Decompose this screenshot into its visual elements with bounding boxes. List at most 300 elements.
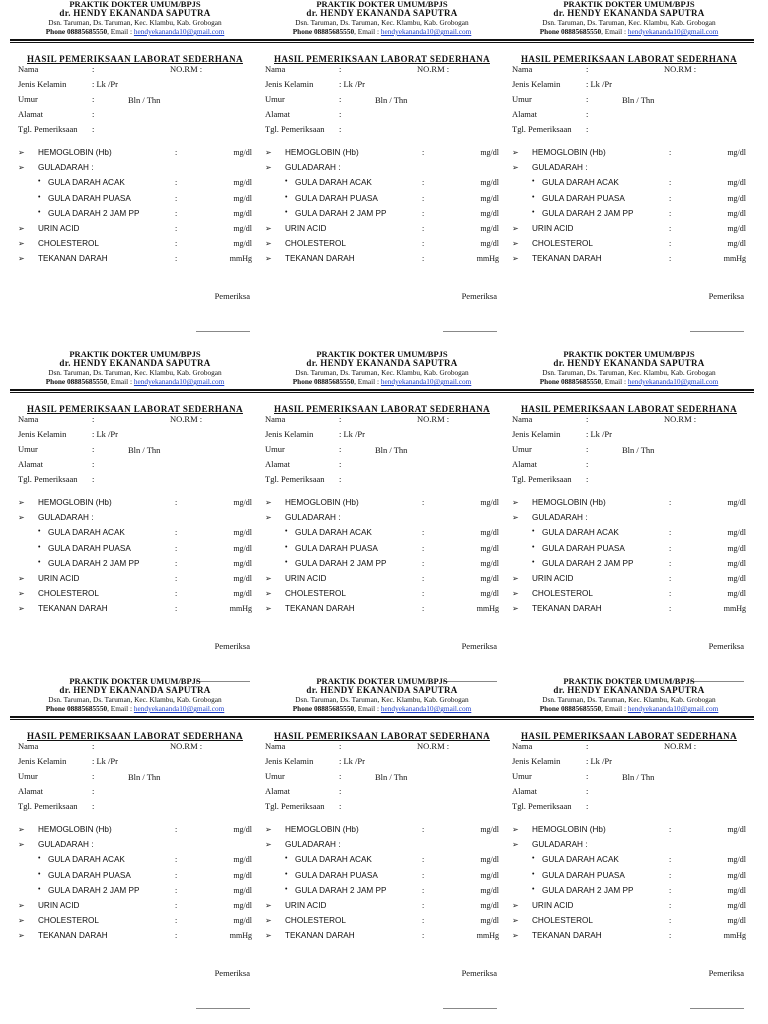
- exam-name: GULA DARAH 2 JAM PP: [48, 558, 140, 568]
- field-jenis-kelamin: [257, 429, 507, 444]
- exam-name: HEMOGLOBIN (Hb): [532, 498, 606, 507]
- field-tgl-pemeriksaan: [504, 124, 754, 139]
- field-umur: [504, 771, 754, 786]
- email-label: , Email :: [354, 704, 381, 713]
- exam-row-2: [10, 840, 260, 855]
- exam-colon: :: [175, 825, 178, 834]
- arrow-bullet-icon: ➢: [512, 148, 519, 157]
- exam-colon: :: [175, 208, 178, 218]
- exam-row-3: [10, 528, 260, 543]
- exam-unit: mg/dl: [233, 193, 252, 203]
- umur-unit: Bln / Thn: [622, 772, 655, 782]
- lab-form-card-7: [10, 677, 260, 1007]
- exam-name: HEMOGLOBIN (Hb): [285, 825, 359, 834]
- exam-row-8: [504, 254, 754, 269]
- exam-row-8: [257, 931, 507, 946]
- colon: :: [586, 109, 589, 119]
- arrow-bullet-icon: ➢: [512, 498, 519, 507]
- exam-row-4: [10, 871, 260, 886]
- practice-name: PRAKTIK DOKTER UMUM/BPJS: [69, 349, 201, 359]
- umur-label: Umur: [512, 94, 532, 104]
- exam-unit: mmHg: [229, 604, 252, 614]
- email-link[interactable]: hendyekananda10@gmail.com: [627, 704, 719, 713]
- exam-unit: mg/dl: [727, 543, 746, 553]
- practice-name: PRAKTIK DOKTER UMUM/BPJS: [316, 0, 448, 9]
- form-title: HASIL PEMERIKSAAN LABORAT SEDERHANA: [274, 54, 490, 64]
- exam-name: GULADARAH :: [285, 163, 341, 173]
- bullet-icon: •: [285, 885, 288, 893]
- email-link[interactable]: hendyekananda10@gmail.com: [380, 377, 472, 386]
- examiner-label: Pemeriksa: [214, 291, 250, 301]
- email-label: , Email :: [107, 377, 134, 386]
- exam-colon: :: [669, 148, 672, 157]
- exam-colon: :: [669, 604, 672, 614]
- field-nama: [10, 414, 260, 429]
- exam-colon: :: [175, 239, 178, 249]
- exam-name: URIN ACID: [38, 573, 80, 583]
- jenis-kelamin-value: : Lk /Pr: [586, 429, 612, 439]
- arrow-bullet-icon: ➢: [18, 498, 25, 507]
- exam-unit: mg/dl: [727, 193, 746, 203]
- exam-unit: mmHg: [723, 254, 746, 264]
- field-tgl-pemeriksaan: [504, 801, 754, 816]
- exam-name: URIN ACID: [532, 900, 574, 910]
- colon: :: [586, 741, 589, 751]
- exam-colon: :: [422, 916, 425, 926]
- exam-name: GULA DARAH 2 JAM PP: [295, 208, 387, 218]
- field-jenis-kelamin: [504, 429, 754, 444]
- exam-unit: mg/dl: [480, 543, 499, 553]
- jenis-kelamin-value: : Lk /Pr: [92, 429, 118, 439]
- exam-list: [10, 825, 260, 947]
- field-tgl-pemeriksaan: [257, 474, 507, 489]
- field-umur: [504, 444, 754, 459]
- exam-row-2: [10, 163, 260, 178]
- no-rm-label: NO.RM :: [417, 414, 450, 424]
- nama-label: Nama: [512, 414, 533, 424]
- header-divider-thick: [10, 389, 260, 391]
- exam-colon: :: [422, 870, 425, 880]
- colon: :: [586, 786, 589, 796]
- colon: :: [586, 444, 589, 454]
- phone-number: Phone 08885685550: [45, 27, 108, 36]
- exam-row-2: [504, 513, 754, 528]
- exam-row-2: [504, 163, 754, 178]
- form-title: HASIL PEMERIKSAAN LABORAT SEDERHANA: [274, 731, 490, 741]
- email-label: , Email :: [354, 377, 381, 386]
- exam-colon: :: [669, 855, 672, 865]
- arrow-bullet-icon: ➢: [18, 573, 25, 583]
- umur-label: Umur: [265, 444, 285, 454]
- exam-name: GULA DARAH ACAK: [48, 528, 125, 538]
- exam-row-5: [504, 559, 754, 574]
- exam-unit: mg/dl: [727, 589, 746, 599]
- lab-form-card-3: [504, 0, 754, 330]
- exam-colon: :: [422, 193, 425, 203]
- exam-colon: :: [175, 254, 178, 264]
- bullet-icon: •: [532, 885, 535, 893]
- exam-unit: mg/dl: [727, 855, 746, 865]
- field-tgl-pemeriksaan: [257, 801, 507, 816]
- exam-name: TEKANAN DARAH: [532, 604, 602, 614]
- exam-row-6: [10, 574, 260, 589]
- arrow-bullet-icon: ➢: [265, 900, 272, 910]
- field-nama: [10, 741, 260, 756]
- bullet-icon: •: [532, 178, 535, 186]
- exam-row-4: [504, 544, 754, 559]
- exam-name: GULADARAH :: [285, 840, 341, 850]
- bullet-icon: •: [38, 885, 41, 893]
- exam-name: CHOLESTEROL: [285, 239, 346, 249]
- exam-row-4: [504, 194, 754, 209]
- no-rm-label: NO.RM :: [664, 414, 697, 424]
- tgl-pemeriksaan-label: Tgl. Pemeriksaan: [18, 474, 78, 484]
- umur-unit: Bln / Thn: [622, 445, 655, 455]
- exam-unit: mg/dl: [727, 178, 746, 188]
- field-alamat: [10, 459, 260, 474]
- exam-colon: :: [422, 573, 425, 583]
- exam-unit: mg/dl: [233, 543, 252, 553]
- colon: :: [92, 124, 95, 134]
- lab-form-card-2: [257, 0, 507, 330]
- signature-line: [690, 1008, 744, 1009]
- contact-line: [10, 704, 260, 713]
- field-nama: [257, 414, 507, 429]
- exam-colon: :: [422, 148, 425, 157]
- exam-unit: mg/dl: [480, 885, 499, 895]
- arrow-bullet-icon: ➢: [265, 604, 272, 614]
- header-divider-thick: [504, 389, 754, 391]
- header-divider-thick: [257, 389, 507, 391]
- clinic-address: Dsn. Taruman, Ds. Taruman, Kec. Klambu, Kab. Grobogan: [295, 695, 469, 704]
- exam-name: URIN ACID: [285, 223, 327, 233]
- phone-number: Phone 08885685550: [45, 377, 108, 386]
- colon: :: [586, 64, 589, 74]
- exam-row-3: [257, 178, 507, 193]
- lab-form-card-6: [504, 350, 754, 680]
- colon: :: [586, 94, 589, 104]
- field-jenis-kelamin: [504, 756, 754, 771]
- exam-colon: :: [422, 543, 425, 553]
- clinic-address: Dsn. Taruman, Ds. Taruman, Kec. Klambu, Kab. Grobogan: [48, 368, 222, 377]
- exam-list: [504, 498, 754, 620]
- signature-line: [196, 1008, 250, 1009]
- tgl-pemeriksaan-label: Tgl. Pemeriksaan: [265, 801, 325, 811]
- jenis-kelamin-label: Jenis Kelamin: [512, 79, 561, 89]
- exam-name: GULA DARAH PUASA: [542, 193, 625, 203]
- exam-name: GULA DARAH PUASA: [48, 543, 131, 553]
- exam-colon: :: [669, 239, 672, 249]
- exam-list: [257, 498, 507, 620]
- arrow-bullet-icon: ➢: [265, 931, 272, 941]
- colon: :: [92, 64, 95, 74]
- colon: :: [586, 474, 589, 484]
- clinic-address: Dsn. Taruman, Ds. Taruman, Kec. Klambu, Kab. Grobogan: [542, 695, 716, 704]
- practice-name: PRAKTIK DOKTER UMUM/BPJS: [69, 676, 201, 686]
- exam-colon: :: [669, 254, 672, 264]
- exam-name: GULA DARAH ACAK: [48, 178, 125, 188]
- email-label: , Email :: [107, 704, 134, 713]
- clinic-header: [504, 0, 754, 36]
- exam-row-8: [10, 604, 260, 619]
- exam-row-8: [504, 931, 754, 946]
- contact-line: [10, 27, 260, 36]
- colon: :: [92, 444, 95, 454]
- tgl-pemeriksaan-label: Tgl. Pemeriksaan: [512, 474, 572, 484]
- exam-colon: :: [669, 498, 672, 507]
- exam-name: GULA DARAH 2 JAM PP: [542, 208, 634, 218]
- exam-list: [257, 825, 507, 947]
- email-link[interactable]: hendyekananda10@gmail.com: [133, 704, 225, 713]
- umur-unit: Bln / Thn: [375, 95, 408, 105]
- colon: :: [339, 124, 342, 134]
- exam-row-1: [10, 825, 260, 840]
- exam-unit: mg/dl: [480, 916, 499, 926]
- bullet-icon: •: [285, 528, 288, 536]
- arrow-bullet-icon: ➢: [512, 513, 519, 523]
- arrow-bullet-icon: ➢: [512, 223, 519, 233]
- exam-row-6: [504, 224, 754, 239]
- email-label: , Email :: [601, 377, 628, 386]
- exam-unit: mg/dl: [480, 239, 499, 249]
- phone-number: Phone 08885685550: [292, 377, 355, 386]
- nama-label: Nama: [265, 64, 286, 74]
- arrow-bullet-icon: ➢: [512, 825, 519, 834]
- exam-name: GULA DARAH PUASA: [542, 543, 625, 553]
- exam-name: HEMOGLOBIN (Hb): [532, 825, 606, 834]
- clinic-header: [257, 0, 507, 36]
- colon: :: [92, 414, 95, 424]
- exam-name: GULADARAH :: [38, 163, 94, 173]
- exam-list: [10, 498, 260, 620]
- exam-name: TEKANAN DARAH: [38, 254, 108, 264]
- exam-row-6: [10, 224, 260, 239]
- doctor-name: dr. HENDY EKANANDA SAPUTRA: [553, 358, 705, 368]
- exam-name: GULA DARAH PUASA: [295, 543, 378, 553]
- field-jenis-kelamin: [10, 79, 260, 94]
- exam-unit: mg/dl: [233, 558, 252, 568]
- bullet-icon: •: [532, 855, 535, 863]
- exam-unit: mg/dl: [233, 855, 252, 865]
- arrow-bullet-icon: ➢: [18, 589, 25, 599]
- bullet-icon: •: [38, 528, 41, 536]
- nama-label: Nama: [18, 414, 39, 424]
- arrow-bullet-icon: ➢: [265, 825, 272, 834]
- clinic-address: Dsn. Taruman, Ds. Taruman, Kec. Klambu, Kab. Grobogan: [48, 18, 222, 27]
- header-divider-thin: [10, 42, 260, 43]
- exam-name: GULA DARAH 2 JAM PP: [542, 885, 634, 895]
- exam-row-3: [10, 855, 260, 870]
- field-tgl-pemeriksaan: [10, 801, 260, 816]
- bullet-icon: •: [532, 528, 535, 536]
- field-nama: [504, 741, 754, 756]
- exam-name: GULA DARAH PUASA: [295, 193, 378, 203]
- field-alamat: [504, 786, 754, 801]
- colon: :: [339, 741, 342, 751]
- exam-row-1: [257, 148, 507, 163]
- exam-colon: :: [175, 148, 178, 157]
- arrow-bullet-icon: ➢: [18, 254, 25, 264]
- exam-colon: :: [669, 870, 672, 880]
- umur-unit: Bln / Thn: [622, 95, 655, 105]
- arrow-bullet-icon: ➢: [265, 239, 272, 249]
- field-tgl-pemeriksaan: [257, 124, 507, 139]
- exam-row-7: [504, 239, 754, 254]
- exam-name: GULA DARAH ACAK: [542, 528, 619, 538]
- phone-number: Phone 08885685550: [292, 704, 355, 713]
- colon: :: [586, 459, 589, 469]
- colon: :: [339, 64, 342, 74]
- exam-row-8: [257, 604, 507, 619]
- signature-line: [196, 331, 250, 332]
- tgl-pemeriksaan-label: Tgl. Pemeriksaan: [512, 801, 572, 811]
- field-umur: [257, 94, 507, 109]
- field-nama: [257, 64, 507, 79]
- email-link[interactable]: hendyekananda10@gmail.com: [133, 377, 225, 386]
- field-umur: [504, 94, 754, 109]
- exam-name: CHOLESTEROL: [532, 589, 593, 599]
- colon: :: [92, 94, 95, 104]
- exam-unit: mg/dl: [727, 498, 746, 507]
- exam-row-8: [504, 604, 754, 619]
- colon: :: [339, 109, 342, 119]
- arrow-bullet-icon: ➢: [265, 840, 272, 850]
- clinic-header: [10, 677, 260, 713]
- colon: :: [92, 459, 95, 469]
- email-label: , Email :: [354, 27, 381, 36]
- exam-unit: mg/dl: [727, 558, 746, 568]
- exam-name: GULA DARAH 2 JAM PP: [48, 885, 140, 895]
- exam-list: [504, 825, 754, 947]
- exam-colon: :: [175, 558, 178, 568]
- jenis-kelamin-value: : Lk /Pr: [339, 429, 365, 439]
- field-jenis-kelamin: [257, 79, 507, 94]
- header-divider-thin: [504, 42, 754, 43]
- form-title: HASIL PEMERIKSAAN LABORAT SEDERHANA: [274, 404, 490, 414]
- exam-list: [257, 148, 507, 270]
- exam-unit: mg/dl: [480, 223, 499, 233]
- exam-colon: :: [669, 178, 672, 188]
- alamat-label: Alamat: [265, 786, 291, 796]
- exam-unit: mg/dl: [233, 589, 252, 599]
- exam-colon: :: [422, 223, 425, 233]
- arrow-bullet-icon: ➢: [265, 148, 272, 157]
- nama-label: Nama: [512, 64, 533, 74]
- field-nama: [504, 64, 754, 79]
- exam-unit: mg/dl: [480, 573, 499, 583]
- exam-colon: :: [422, 931, 425, 941]
- exam-unit: mmHg: [476, 931, 499, 941]
- exam-row-6: [257, 224, 507, 239]
- email-link[interactable]: hendyekananda10@gmail.com: [380, 27, 472, 36]
- phone-number: Phone 08885685550: [45, 704, 108, 713]
- exam-row-5: [504, 209, 754, 224]
- exam-row-6: [257, 574, 507, 589]
- exam-unit: mg/dl: [727, 208, 746, 218]
- colon: :: [586, 124, 589, 134]
- exam-colon: :: [175, 223, 178, 233]
- practice-name: PRAKTIK DOKTER UMUM/BPJS: [563, 349, 695, 359]
- exam-row-2: [257, 163, 507, 178]
- umur-unit: Bln / Thn: [128, 95, 161, 105]
- exam-row-1: [504, 825, 754, 840]
- exam-row-1: [504, 498, 754, 513]
- arrow-bullet-icon: ➢: [18, 148, 25, 157]
- exam-name: GULA DARAH 2 JAM PP: [542, 558, 634, 568]
- exam-unit: mg/dl: [233, 916, 252, 926]
- email-link[interactable]: hendyekananda10@gmail.com: [627, 27, 719, 36]
- email-link[interactable]: hendyekananda10@gmail.com: [380, 704, 472, 713]
- colon: :: [339, 801, 342, 811]
- exam-name: CHOLESTEROL: [285, 589, 346, 599]
- exam-row-4: [504, 871, 754, 886]
- umur-unit: Bln / Thn: [375, 772, 408, 782]
- exam-colon: :: [175, 916, 178, 926]
- email-link[interactable]: hendyekananda10@gmail.com: [627, 377, 719, 386]
- arrow-bullet-icon: ➢: [265, 163, 272, 173]
- exam-row-3: [10, 178, 260, 193]
- header-divider-thin: [504, 392, 754, 393]
- arrow-bullet-icon: ➢: [512, 931, 519, 941]
- clinic-address: Dsn. Taruman, Ds. Taruman, Kec. Klambu, Kab. Grobogan: [542, 368, 716, 377]
- jenis-kelamin-value: : Lk /Pr: [92, 756, 118, 766]
- exam-row-4: [257, 194, 507, 209]
- alamat-label: Alamat: [265, 109, 291, 119]
- colon: :: [92, 771, 95, 781]
- exam-colon: :: [669, 558, 672, 568]
- umur-label: Umur: [265, 771, 285, 781]
- examiner-label: Pemeriksa: [461, 291, 497, 301]
- colon: :: [92, 741, 95, 751]
- exam-unit: mg/dl: [480, 148, 499, 157]
- jenis-kelamin-label: Jenis Kelamin: [512, 429, 561, 439]
- exam-unit: mg/dl: [233, 885, 252, 895]
- exam-unit: mmHg: [476, 254, 499, 264]
- phone-number: Phone 08885685550: [539, 27, 602, 36]
- exam-colon: :: [175, 589, 178, 599]
- exam-unit: mg/dl: [727, 870, 746, 880]
- arrow-bullet-icon: ➢: [512, 900, 519, 910]
- doctor-name: dr. HENDY EKANANDA SAPUTRA: [59, 685, 211, 695]
- arrow-bullet-icon: ➢: [512, 840, 519, 850]
- exam-row-4: [10, 544, 260, 559]
- exam-unit: mg/dl: [233, 573, 252, 583]
- exam-name: URIN ACID: [532, 573, 574, 583]
- field-nama: [10, 64, 260, 79]
- clinic-header: [257, 350, 507, 386]
- bullet-icon: •: [285, 855, 288, 863]
- colon: :: [339, 444, 342, 454]
- email-label: , Email :: [107, 27, 134, 36]
- arrow-bullet-icon: ➢: [18, 604, 25, 614]
- exam-colon: :: [175, 870, 178, 880]
- signature-line: [443, 331, 497, 332]
- colon: :: [339, 414, 342, 424]
- exam-name: GULA DARAH ACAK: [542, 855, 619, 865]
- email-link[interactable]: hendyekananda10@gmail.com: [133, 27, 225, 36]
- form-title: HASIL PEMERIKSAAN LABORAT SEDERHANA: [521, 54, 737, 64]
- exam-name: GULADARAH :: [532, 163, 588, 173]
- bullet-icon: •: [38, 208, 41, 216]
- contact-line: [504, 377, 754, 386]
- field-umur: [257, 444, 507, 459]
- practice-name: PRAKTIK DOKTER UMUM/BPJS: [316, 676, 448, 686]
- exam-row-4: [257, 544, 507, 559]
- bullet-icon: •: [38, 558, 41, 566]
- exam-unit: mg/dl: [233, 825, 252, 834]
- field-tgl-pemeriksaan: [10, 124, 260, 139]
- exam-colon: :: [669, 589, 672, 599]
